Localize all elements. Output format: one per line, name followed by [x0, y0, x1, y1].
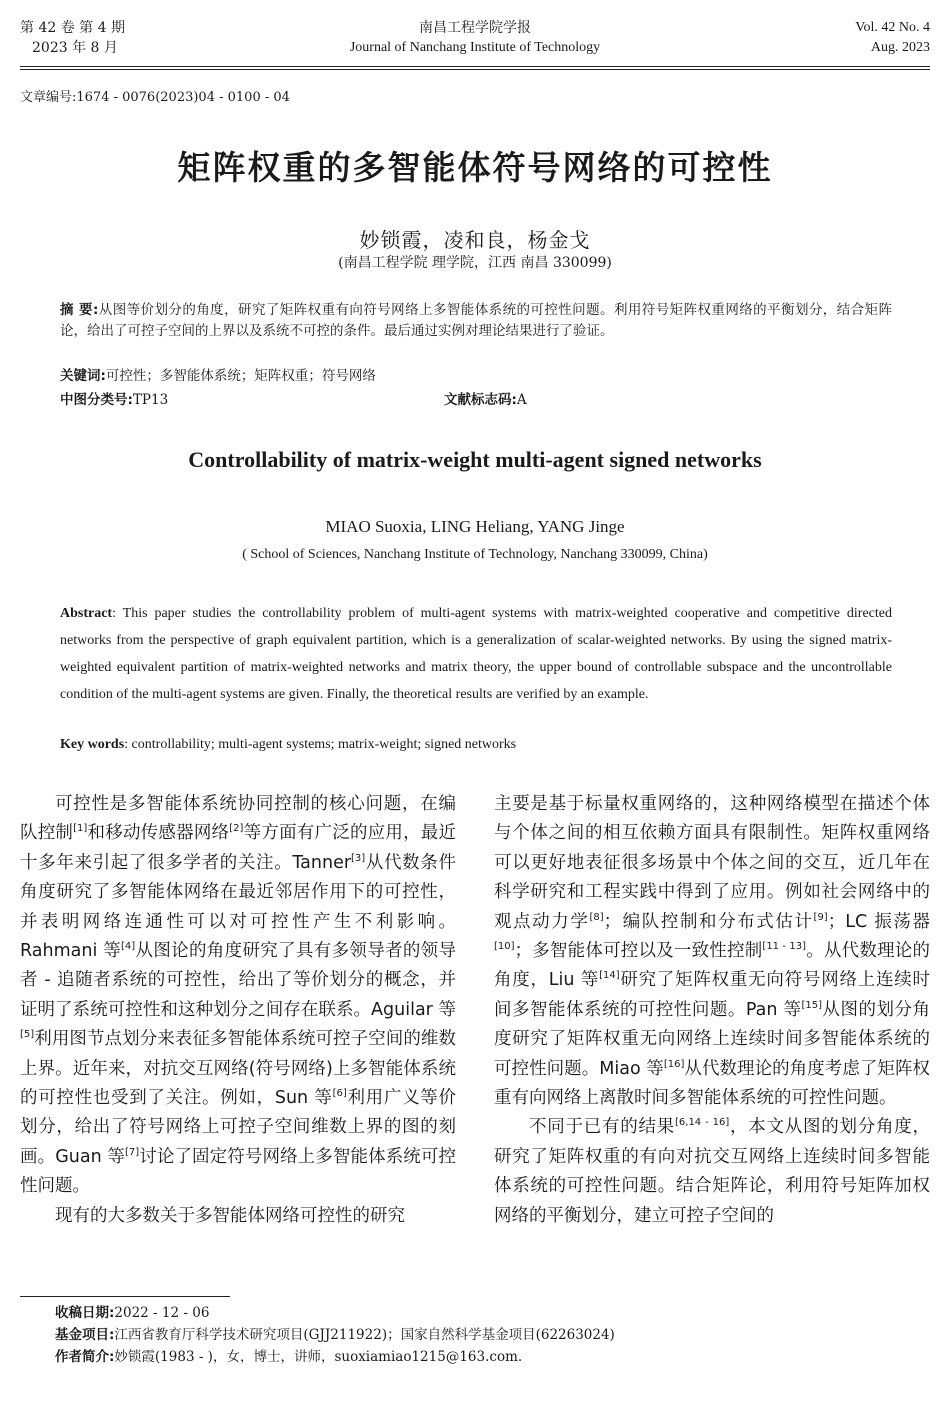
journal-volume: 第 42 卷 第 4 期 2023 年 8 月 — [20, 20, 125, 56]
received-date: 收稿日期:2022 - 12 - 06 — [55, 1305, 210, 1321]
keywords-cn: 关键词:可控性；多智能体系统；矩阵权重；符号网络 — [60, 368, 376, 384]
fund-project: 基金项目:江西省教育厅科学技术研究项目(GJJ211922)；国家自然科学基金项目(62263024) — [55, 1327, 615, 1343]
authors-cn: 妙锁霞，凌和良，杨金戈 — [359, 228, 591, 252]
footnote-rule — [20, 1296, 230, 1297]
header-rule — [20, 66, 930, 67]
affiliation-cn: (南昌工程学院 理学院，江西 南昌 330099) — [338, 255, 612, 271]
right-paragraph-2: 不同于已有的结果[6,14 - 16]，本文从图的划分角度，研究了矩阵权重的有向对抗交互网络上连续时间多智能体系统的可控性问题。结合矩阵论，利用符号矩阵加权网络的平衡划分，建立可控子空间的 — [494, 1117, 931, 1226]
body-left-column — [20, 790, 456, 1231]
clc-number: 中图分类号:TP13 — [60, 392, 169, 408]
article-number: 文章编号:1674 - 0076(2023)04 - 0100 - 04 — [20, 90, 290, 105]
title-cn: 矩阵权重的多智能体符号网络的可控性 — [177, 148, 773, 187]
abstract-cn: 摘 要:从图等价划分的角度，研究了矩阵权重有向符号网络上多智能体系统的可控性问题。利用符号矩阵权重网络的平衡划分，结合矩阵论，给出了可控子空间的上界以及系统不可控的条件。最后通过实例对理论结果进行了验证。 — [60, 302, 892, 339]
author-bio: 作者简介:妙锁霞(1983 - )，女，博士，讲师，suoxiamiao1215@163.com. — [55, 1349, 523, 1365]
authors-en: MIAO Suoxia, LING Heliang, YANG Jinge — [325, 517, 625, 536]
right-paragraph-1: 主要是基于标量权重网络的，这种网络模型在描述个体与个体之间的相互依赖方面具有限制性。矩阵权重网络可以更好地表征很多场景中个体之间的交互，近几年在科学研究和工程实践中得到了应用。例如社会网络中的观点动力学[8]；编队控制和分布式估计[9]；LC 振荡器[10]；多智能体可控以及一致性控制[11 - 13]。从代数理论的角度，Liu 等[14]研究了矩阵权重无向符号网络上连续时间多智能体系统的可控性问题。Pan 等[15]从图的划分角度研究了矩阵权重无向网络上连续时间多智能体系统的可控性问题。Miao 等[16]从代数理论的角度考虑了矩阵权重有向网络上离散时间多智能体系统的可控性问题。 — [494, 794, 931, 1109]
header-rule-2 — [20, 69, 930, 70]
journal-issue: Vol. 42 No. 4 Aug. 2023 — [855, 20, 930, 55]
left-paragraph-2: 现有的大多数关于多智能体网络可控性的研究 — [55, 1205, 405, 1226]
left-paragraph-1: 可控性是多智能体系统协同控制的核心问题，在编队控制[1]和移动传感器网络[2]等方面有广泛的应用，最近十多年来引起了很多学者的关注。Tanner[3]从代数条件角度研究了多智能体网络在最近邻居作用下的可控性，并表明网络连通性可以对可控性产生不利影响。Rahmani 等[4]从图论的角度研究了具有多领导者的领导者 - 追随者系统的可控性，给出了等价划分的概念，并证明了系统可控性和这种划分之间存在联系。Aguilar 等[5]利用图节点划分来表征多智能体系统可控子空间的维数上界。近年来，对抗交互网络(符号网络)上多智能体系统的可控性也受到了关注。例如，Sun 等[6]利用广义等价划分，给出了符号网络上可控子空间维数上界的图的刻画。Guan 等[7]讨论了固定符号网络上多智能体系统可控性问题。 — [20, 794, 457, 1197]
keywords-en: Key words: controllability; multi-agent systems; matrix-weight; signed networks — [60, 737, 517, 752]
body-right-column — [494, 790, 930, 1231]
affiliation-en: ( School of Sciences, Nanchang Institute of Technology, Nanchang 330099, China) — [242, 547, 708, 562]
document-code: 文献标志码:A — [444, 392, 527, 408]
title-en: Controllability of matrix-weight multi-agent signed networks — [188, 447, 762, 472]
journal-name: 南昌工程学院学报 Journal of Nanchang Institute of Technology — [349, 20, 601, 55]
abstract-en: Abstract: This paper studies the controllability problem of multi-agent systems with matrix-weighted cooperative and competitive directed networks from the perspective of graph equivalent partition, which is a generalization of scalar-weighted networks. By using the signed matrix-weighted equivalent partition of matrix-weighted networks and matrix theory, the upper bound of controllable subspace and the uncontrollable condition of the multi-agent systems are given. Finally, the theoretical results are verified by an example. — [60, 606, 892, 702]
